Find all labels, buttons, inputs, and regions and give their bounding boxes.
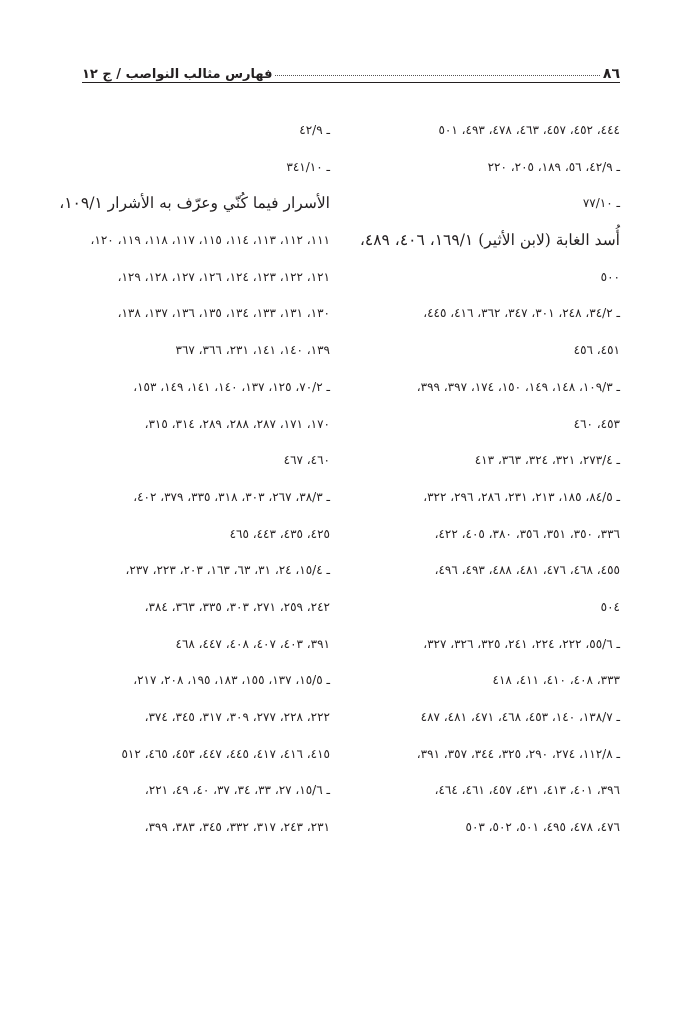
dot-leader — [275, 75, 599, 76]
index-entry-line: ٥٠٠ — [600, 269, 620, 284]
index-entry-line: ـ ٨٤/٥، ١٨٥، ٢١٣، ٢٣١، ٢٨٦، ٢٩٦، ٣٢٢، — [423, 489, 620, 504]
index-entry-line: ـ ١٥/٦، ٢٧، ٣٣، ٣٤، ٣٧، ٤٠، ٤٩، ٢٢١، — [144, 783, 330, 798]
index-entry-line: ـ ١٠٩/٣، ١٤٨، ١٤٩، ١٥٠، ١٧٤، ٣٩٧، ٣٩٩، — [416, 379, 620, 394]
index-entry-line: ـ ٥٥/٦، ٢٢٢، ٢٢٤، ٢٤١، ٣٢٥، ٣٢٦، ٣٢٧، — [423, 636, 620, 651]
index-entry-line: ٢٣١، ٢٤٣، ٣١٧، ٣٣٢، ٣٤٥، ٣٨٣، ٣٩٩، — [144, 820, 330, 835]
index-entry-line: ـ ٣٤١/١٠ — [286, 159, 330, 174]
index-entry-line: ـ ١١٢/٨، ٢٧٤، ٢٩٠، ٣٢٥، ٣٤٤، ٣٥٧، ٣٩١، — [416, 746, 620, 761]
index-entry-line: ـ ٢٧٣/٤، ٣٢١، ٣٢٤، ٣٦٣، ٤١٣ — [474, 453, 620, 468]
running-title: فهارس مثالب النواصب / ج ١٢ — [82, 67, 273, 82]
index-entry-line: ٤٦٠، ٤٦٧ — [283, 453, 330, 468]
index-entry-line: ١٣٠، ١٣١، ١٣٣، ١٣٤، ١٣٥، ١٣٦، ١٣٧، ١٣٨، — [117, 306, 330, 321]
index-entry-line: ـ ١٥/٤، ٢٤، ٣١، ٦٣، ١٦٣، ٢٠٣، ٢٢٣، ٢٣٧، — [125, 563, 330, 578]
index-entry-line: ٢٢٢، ٢٢٨، ٢٧٧، ٣٠٩، ٣١٧، ٣٤٥، ٣٧٤، — [144, 710, 330, 724]
index-entry-line: ـ ١٣٨/٧، ١٤٠، ٤٥٣، ٤٦٨، ٤٧١، ٤٨١، ٤٨٧ — [420, 710, 620, 724]
index-entry-line: ٤٥٣، ٤٦٠ — [573, 416, 620, 431]
index-entry-line: ـ ١٥/٥، ١٣٧، ١٥٥، ١٨٣، ١٩٥، ٢٠٨، ٢١٧، — [133, 673, 330, 688]
index-entry-line: ١٣٩، ١٤٠، ١٤١، ٢٣١، ٣٦٦، ٣٦٧ — [175, 343, 330, 358]
index-entry-title: الأسرار فيما كُنّي وعرّف به الأشرار ١٠٩/١، — [59, 194, 330, 213]
index-entry-line: ـ ٣٤/٢، ٢٤٨، ٣٠١، ٣٤٧، ٣٦٢، ٤١٦، ٤٤٥، — [423, 306, 620, 321]
index-column-left — [59, 112, 330, 846]
index-entry-line: ـ ٧٧/١٠ — [582, 196, 620, 211]
index-entry-line: ٣٩١، ٤٠٣، ٤٠٧، ٤٠٨، ٤٤٧، ٤٦٨ — [175, 636, 330, 651]
index-entry-line: ١٧٠، ١٧١، ٢٨٧، ٢٨٨، ٢٨٩، ٣١٤، ٣١٥، — [144, 416, 330, 431]
index-entry-line: ـ ٤٢/٩، ٥٦، ١٨٩، ٢٠٥، ٢٢٠ — [487, 159, 620, 174]
index-entry-line: ٣٩٦، ٤٠١، ٤١٣، ٤٣١، ٤٥٧، ٤٦١، ٤٦٤، — [434, 783, 620, 798]
index-entry-line: ـ ٤٢/٩ — [299, 123, 330, 137]
index-entry-line: ٤١٥، ٤١٦، ٤١٧، ٤٤٥، ٤٤٧، ٤٥٣، ٤٦٥، ٥١٢ — [121, 746, 330, 761]
index-entry-line: ـ ٣٨/٣، ٢٦٧، ٣٠٣، ٣١٨، ٣٣٥، ٣٧٩، ٤٠٢، — [133, 489, 330, 504]
index-entry-line: ٥٠٤ — [600, 599, 620, 614]
running-header — [82, 58, 620, 83]
index-entry-line: ٢٤٢، ٢٥٩، ٢٧١، ٣٠٣، ٣٣٥، ٣٦٣، ٣٨٤، — [144, 599, 330, 614]
index-entry-line: ٣٣٦، ٣٥٠، ٣٥١، ٣٥٦، ٣٨٠، ٤٠٥، ٤٢٢، — [434, 526, 620, 541]
index-entry-line: ٤٢٥، ٤٣٥، ٤٤٣، ٤٦٥ — [229, 526, 330, 541]
index-entry-line: ١٢١، ١٢٢، ١٢٣، ١٢٤، ١٢٦، ١٢٧، ١٢٨، ١٢٩، — [117, 269, 330, 284]
index-entry-line: ٤٥١، ٤٥٦ — [573, 343, 620, 358]
index-entry-line: ٤٥٥، ٤٦٨، ٤٧٦، ٤٨١، ٤٨٨، ٤٩٣، ٤٩٦، — [434, 563, 620, 578]
index-entry-line: ٤٤٤، ٤٥٢، ٤٥٧، ٤٦٣، ٤٧٨، ٤٩٣، ٥٠١ — [438, 123, 620, 137]
index-entry-line: ١١١، ١١٢، ١١٣، ١١٤، ١١٥، ١١٧، ١١٨، ١١٩، ١٢٠، — [90, 233, 330, 248]
index-entry-line: ـ ٧٠/٢، ١٢٥، ١٣٧، ١٤٠، ١٤١، ١٤٩، ١٥٣، — [133, 379, 330, 394]
index-entry-title: أُسد الغابة (لابن الأثير) ١٦٩/١، ٤٠٦، ٤٨٩، — [359, 231, 620, 250]
page-number: ٨٦ — [602, 66, 620, 82]
index-entry-line: ٣٣٣، ٤٠٨، ٤١٠، ٤١١، ٤١٨ — [492, 673, 620, 688]
index-entry-line: ٤٧٦، ٤٧٨، ٤٩٥، ٥٠١، ٥٠٢، ٥٠٣ — [465, 820, 620, 835]
index-column-right — [350, 112, 620, 846]
